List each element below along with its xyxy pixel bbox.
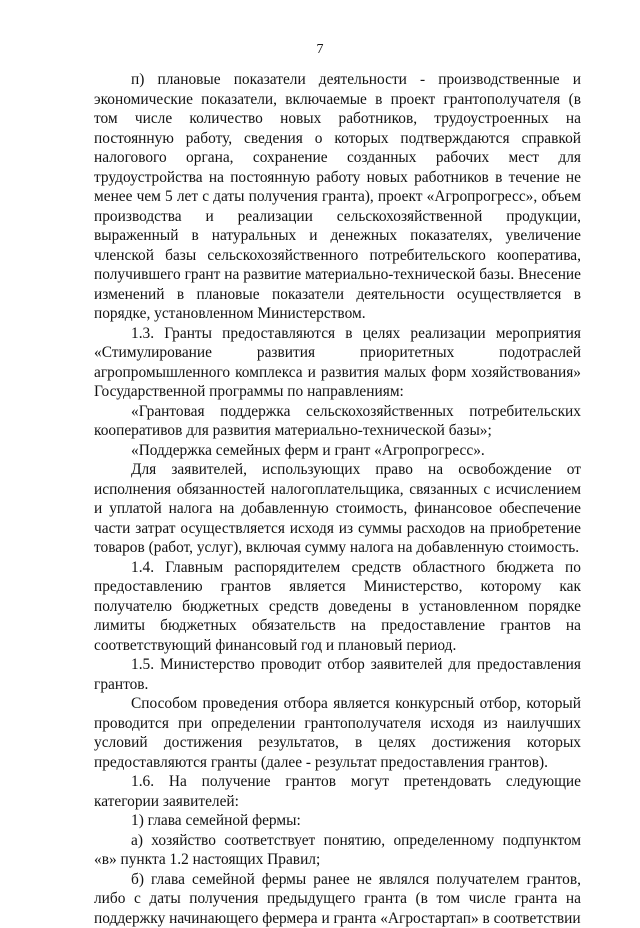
paragraph-1-3-grants-purpose: 1.3. Гранты предоставляются в целях реализации мероприятия «Стимулирование развития приоритетных подотраслей агропромышленного комплекса и развития малых форм хозяйствования» Государственной программы по направлениям: [94,324,581,402]
page-number: 7 [0,41,640,59]
paragraph-1-5-selection: 1.5. Министерство проводит отбор заявителей для предоставления грантов. [94,655,581,694]
paragraph-vat-exemption: Для заявителей, использующих право на освобождение от исполнения обязанностей налогоплательщика, связанных с исчислением и уплатой налога на добавленную стоимость, финансовое обеспечение части затрат осуществляется исходя из суммы расходов на приобретение товаров (работ, услуг), включая сумму налога на добавленную стоимость. [94,460,581,558]
paragraph-direction-family-farms: «Поддержка семейных ферм и грант «Агропрогресс». [94,441,581,461]
paragraph-1-4-budget-manager: 1.4. Главным распорядителем средств областного бюджета по предоставлению грантов является Министерство, которому как получателю бюджетных средств доведены в установленном порядке лимиты бюджетных обязательств на предоставление грантов на соответствующий финансовый год и плановый период. [94,558,581,656]
document-body [94,70,581,928]
paragraph-selection-method: Способом проведения отбора является конкурсный отбор, который проводится при определении грантополучателя исходя из наилучших условий достижения результатов, в целях достижения которых предоставляются гранты (далее - результат предоставления грантов). [94,694,581,772]
paragraph-p-planned-indicators: п) плановые показатели деятельности - производственные и экономические показатели, включаемые в проект грантополучателя (в том числе количество новых работников, трудоустроенных на постоянную работу, сведения о которых подтверждаются справкой налогового органа, сохранение созданных рабочих мест для трудоустройства на постоянную работу новых работников в течение не менее чем 5 лет с даты получения гранта), проект «Агропрогресс», объем производства и реализации сельскохозяйственной продукции, выраженный в натуральных и денежных показателях, увеличение членской базы сельскохозяйственного потребительского кооператива, получившего грант на развитие материально-технической базы. Внесение изменений в плановые показатели деятельности осуществляется в порядке, установленном Министерством. [94,70,581,324]
paragraph-1-6-categories: 1.6. На получение грантов могут претендовать следующие категории заявителей: [94,772,581,811]
paragraph-family-farm-head: 1) глава семейной фермы: [94,811,581,831]
paragraph-direction-cooperatives: «Грантовая поддержка сельскохозяйственных потребительских кооперативов для развития материально-технической базы»; [94,402,581,441]
paragraph-item-b: б) глава семейной фермы ранее не являлся получателем грантов, либо с даты получения предыдущего гранта (в том числе гранта на поддержку начинающего фермера и гранта «Агростартап» в соответствии [94,870,581,928]
paragraph-item-a: а) хозяйство соответствует понятию, определенному подпунктом «в» пункта 1.2 настоящих Правил; [94,831,581,870]
